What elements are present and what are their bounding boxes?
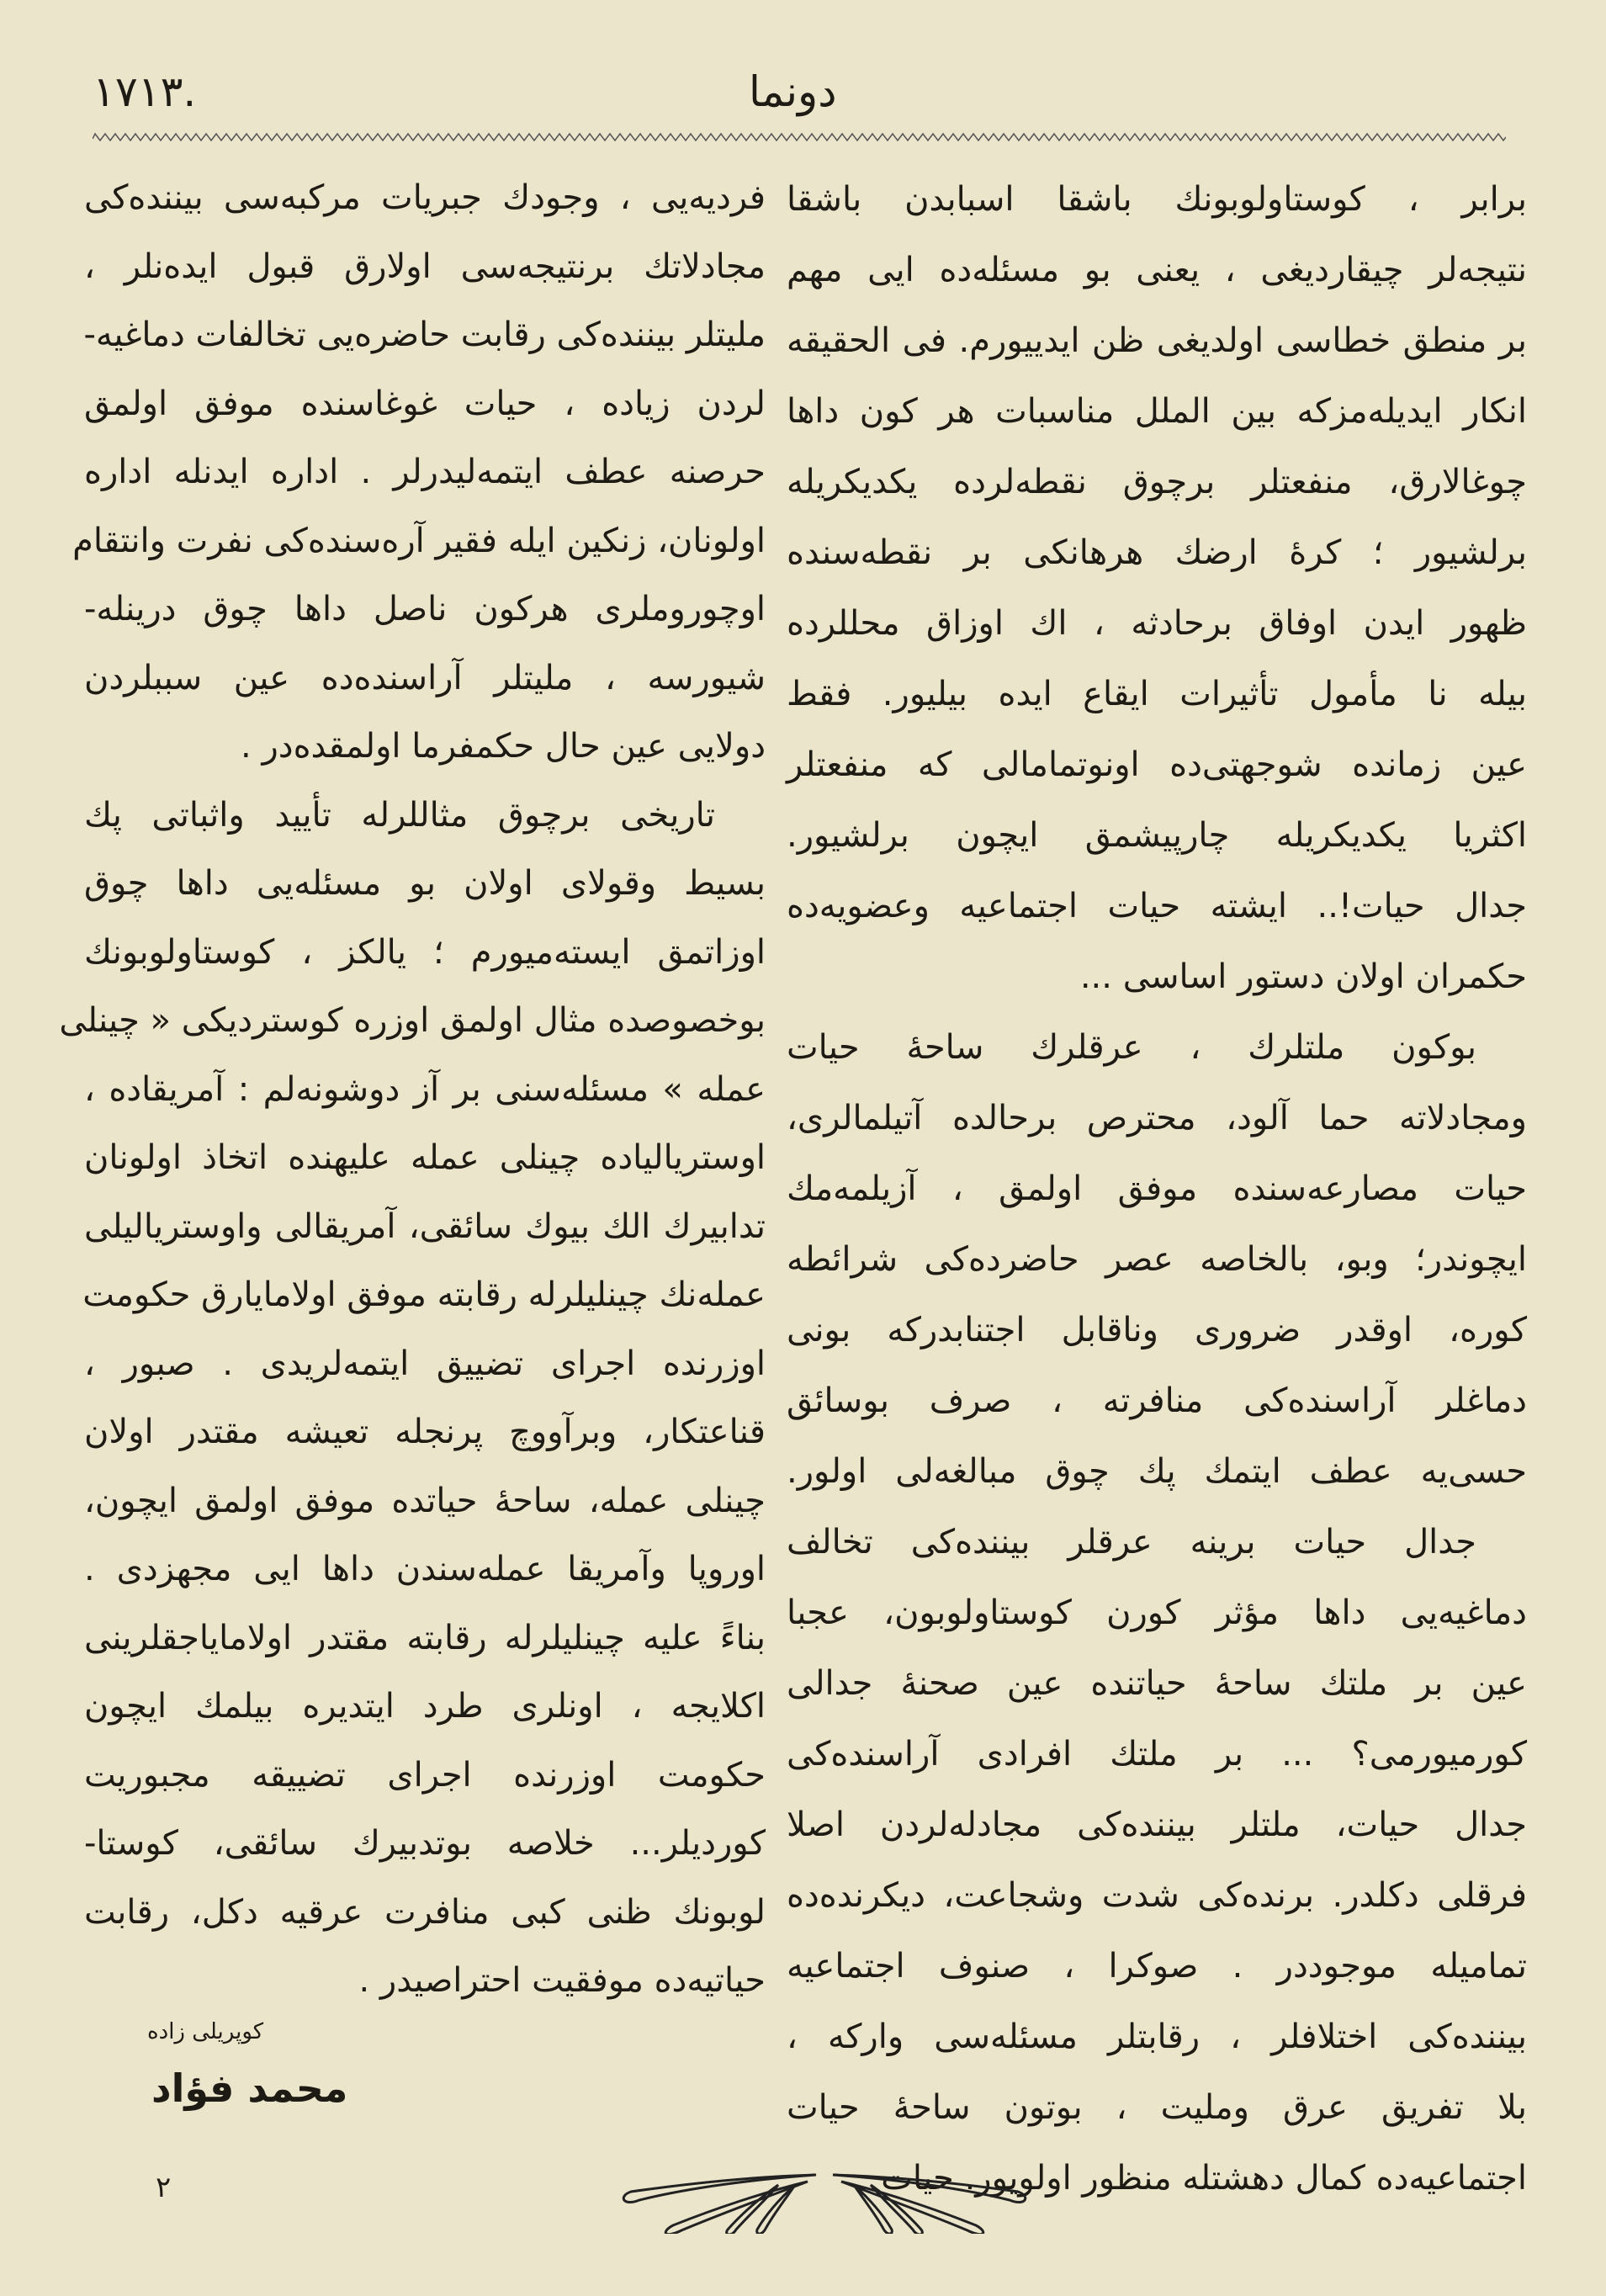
text-line: حکومت اوزرنده اجرای تضییقه مجبوریت xyxy=(84,1755,766,1795)
text-line: حرصنه عطف ایتمه‌لیدرلر . اداره ایدنله اداره xyxy=(84,453,766,491)
text-line: انکار ایدیله‌مزکه بین الملل مناسبات هر کون داها xyxy=(787,392,1527,431)
text-line: بسیط وقولای اولان بو مسئله‌یی داها چوق xyxy=(84,864,766,903)
text-line: حسی‌یه عطف ایتمك پك چوق مبالغه‌لی اولور. xyxy=(787,1452,1527,1491)
author-name: محمد فؤاد xyxy=(151,2065,348,2111)
text-line: اولونان، زنکین ایله فقیر آره‌سنده‌کی نفرت وانتقام xyxy=(72,521,766,560)
right-column xyxy=(787,164,1527,2214)
text-line: ایچوندر؛ وبو، بالخاصه عصر حاضرده‌کی شرائطه xyxy=(787,1240,1527,1279)
text-line: ومجادلاته حما آلود، محترص برحالده آتیلمالری، xyxy=(787,1099,1527,1137)
text-line: بلا تفریق عرق وملیت ، بوتون ساحهٔ حیات xyxy=(787,2088,1527,2127)
text-line: عمله‌نك چینلیلرله رقابته موفق اولامایارق حکومت xyxy=(82,1275,766,1314)
text-line: کوردیلر... خلاصه بوتدبیرك سائقی، کوستا- xyxy=(84,1824,766,1863)
text-line: بر منطق خطاسی اولدیغی ظن ایدییورم. فی الحقیقه xyxy=(787,321,1527,360)
text-line: حکمران اولان دستور اساسی ... xyxy=(1079,957,1527,996)
text-line: دماغیه‌یی داها مؤثر کورن کوستاولوبون، عجبا xyxy=(787,1593,1527,1632)
text-line: عین بر ملتك ساحهٔ حیاتنده عین صحنهٔ جدالی xyxy=(787,1664,1527,1703)
text-line: بوکون ملتلرك ، عرقلرك ساحهٔ حیات xyxy=(787,1028,1476,1067)
text-line: جدال حیات، ملتلر بیننده‌کی مجادله‌لردن اصلا xyxy=(787,1806,1527,1844)
text-line: عمله » مسئله‌سنی بر آز دوشونه‌لم : آمریقاده ، xyxy=(84,1069,766,1109)
author-prefix: کوپریلی زاده xyxy=(147,2019,264,2044)
header-wavy-rule xyxy=(93,122,1506,147)
text-line: اکثریا یکدیکریله چارپیشمق ایچون برلشیور. xyxy=(787,816,1527,855)
signature-number: ۲ xyxy=(156,2171,172,2204)
text-line: دولایی عین حال حکمفرما اولمقده‌در . xyxy=(241,727,766,766)
left-column xyxy=(59,164,766,2016)
text-line: تدابیرك الك بیوك سائقی، آمریقالی واوستریالیلی xyxy=(84,1206,766,1246)
text-line: برلشیور ؛ کرهٔ ارضك هرهانکی بر نقطه‌سنده xyxy=(787,533,1527,572)
ornament-flourish xyxy=(614,2166,1035,2234)
text-line: مجادلاتك برنتیجه‌سی اولارق قبول ایده‌نلر ، xyxy=(84,247,766,286)
text-line: اوستریالیاده چینلی عمله علیهنده اتخاذ اولونان xyxy=(84,1138,766,1177)
journal-title: دونما xyxy=(749,67,837,116)
text-line: برابر ، کوستاولوبونك باشقا اسبابدن باشقا xyxy=(787,180,1527,219)
text-line: چینلی عمله، ساحهٔ حیاتده موفق اولمق ایچون، xyxy=(84,1481,766,1520)
text-line: تاریخی برچوق مثاللرله تأیید واثباتی پك xyxy=(84,795,715,835)
text-line: فرقلی دکلدر. برنده‌کی شدت وشجاعت، دیکرنده‌ده xyxy=(787,1876,1527,1915)
text-line: لوبونك ظنی کبی منافرت عرقیه دکل، رقابت xyxy=(84,1892,766,1932)
text-line: اوزرنده اجرای تضییق ایتمه‌لریدی . صبور ، xyxy=(84,1344,766,1383)
text-line: جدال حیات برینه عرقلر بیننده‌کی تخالف xyxy=(787,1523,1476,1562)
text-line: فردیه‌یی ، وجودك جبریات مرکبه‌سی بیننده‌کی xyxy=(84,178,766,217)
text-line: بیله نا مأمول تأثیرات ایقاع ایده بیلیور. فقط xyxy=(787,675,1527,713)
text-line: اوزاتمق ایسته‌میورم ؛ یالکز ، کوستاولوبونك xyxy=(84,932,766,972)
text-line: ملیتلر بیننده‌کی رقابت حاضره‌یی تخالفات دماغیه‌- xyxy=(83,316,766,354)
text-line: قناعتکار، وبرآووچ پرنجله تعیشه مقتدر اولان xyxy=(84,1413,766,1451)
text-line: چوغالارق، منفعتلر برچوق نقطه‌لرده یکدیکریله xyxy=(787,463,1527,501)
text-line: کورمیورمی؟ ... بر ملتك افرادی آراسنده‌کی xyxy=(787,1735,1527,1774)
text-line: اکلایجه ، اونلری طرد ایتدیره بیلمك ایچون xyxy=(84,1687,766,1726)
text-line: بیننده‌کی اختلافلر ، رقابتلر مسئله‌سی وارکه ، xyxy=(787,2018,1527,2056)
text-line: اجتماعیه‌ده کمال دهشتله منظور اولویور. حیات xyxy=(881,2159,1527,2198)
text-line: کوره، اوقدر ضروری وناقابل اجتنابدرکه بونی xyxy=(787,1311,1527,1349)
text-line: جدال حیات!.. ایشته حیات اجتماعیه وعضویه‌ده xyxy=(787,887,1527,925)
text-line: عین زمانده شوجهتی‌ده اونوتمامالی که منفعتلر xyxy=(787,745,1527,784)
text-line: ظهور ایدن اوفاق برحادثه ، اك اوزاق محللرده xyxy=(787,604,1527,643)
text-line: بوخصوصده مثال اولمق اوزره کوستردیکی « چینلی xyxy=(59,1001,766,1040)
text-line: بناءً علیه چینلیلرله رقابته مقتدر اولامایاجقلرینی xyxy=(84,1618,766,1657)
text-line: شیورسه ، ملیتلر آراسنده‌ده عین سببلردن xyxy=(84,658,766,697)
text-line: اوچوروملری هرکون ناصل داها چوق درینله- xyxy=(84,590,766,628)
text-line: حیات مصارعه‌سنده موفق اولمق ، آزیلمه‌مك xyxy=(787,1169,1527,1208)
text-line: اوروپا وآمریقا عمله‌سندن داها ایی مجهزدی . xyxy=(84,1550,766,1588)
text-line: دماغلر آراسنده‌کی منافرته ، صرف بوسائق xyxy=(787,1381,1527,1420)
text-line: لردن زیاده ، حیات غوغاسنده موفق اولمق xyxy=(84,384,766,423)
page-number: ۱۷۱۳. xyxy=(93,67,197,116)
text-line: نتیجه‌لر چیقاردیغی ، یعنی بو مسئله‌ده ایی مهم xyxy=(787,251,1527,289)
text-line: حیاتیه‌ده موفقیت احتراصیدر . xyxy=(358,1961,766,2000)
text-line: تمامیله موجوددر . صوکرا ، صنوف اجتماعیه xyxy=(787,1947,1527,1986)
